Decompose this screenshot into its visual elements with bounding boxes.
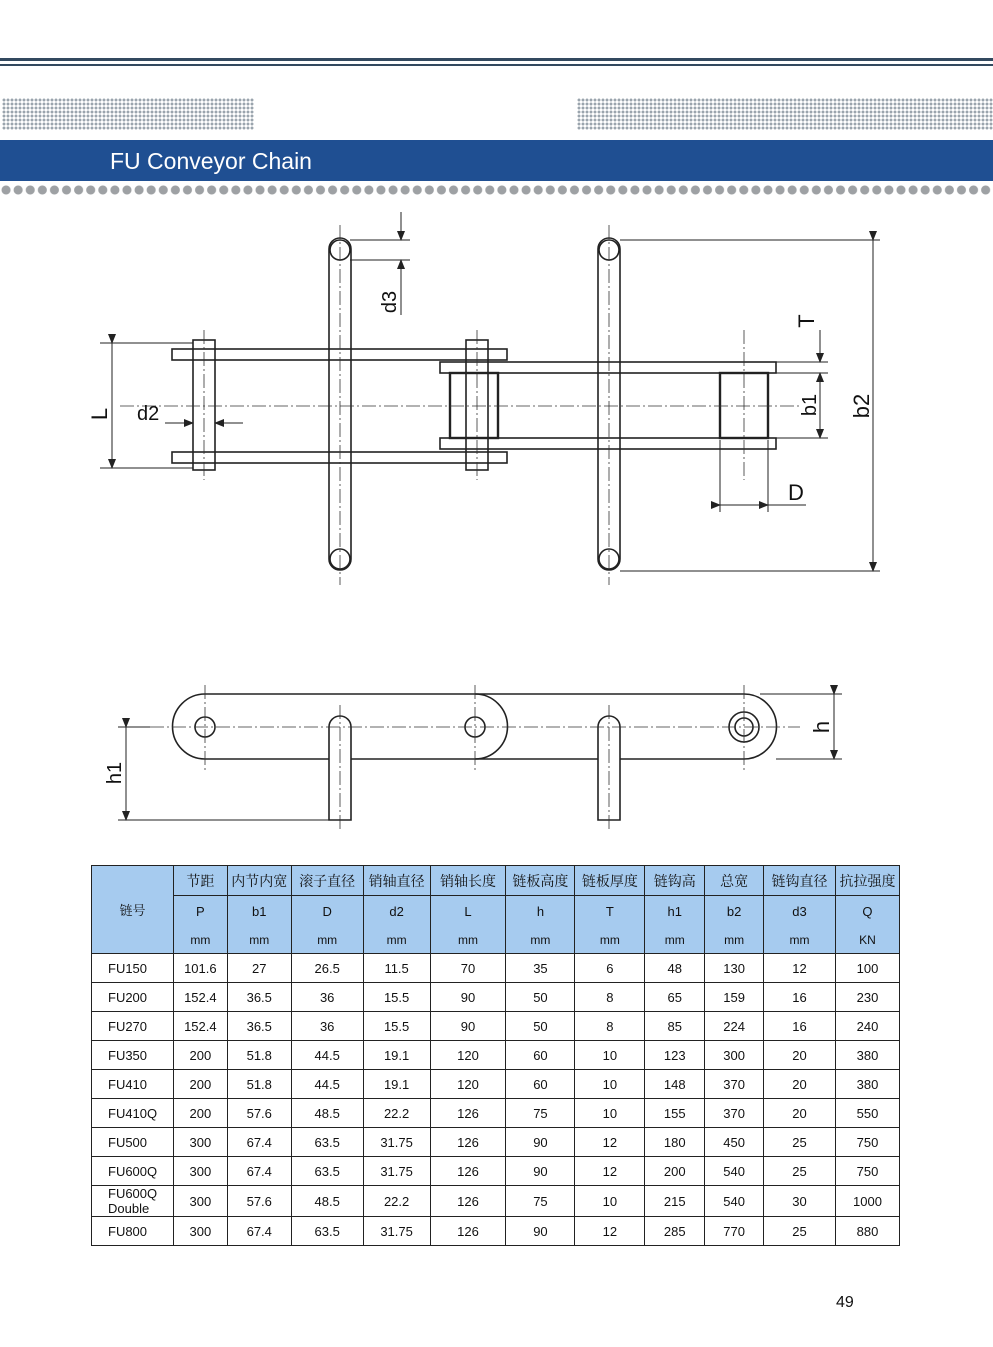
cell-value: 200: [645, 1157, 705, 1186]
label-T: T: [794, 314, 819, 328]
cell-value: 51.8: [227, 1070, 291, 1099]
cell-value: 30: [764, 1186, 836, 1217]
cell-model: FU200: [92, 983, 174, 1012]
cell-value: 36.5: [227, 1012, 291, 1041]
cell-value: 300: [173, 1186, 227, 1217]
header-symbol: T: [575, 896, 645, 927]
cell-value: 57.6: [227, 1186, 291, 1217]
label-b2: b2: [849, 393, 874, 419]
dot-pattern-right: [577, 98, 993, 130]
table-row: [92, 983, 900, 1012]
cell-value: 19.1: [363, 1041, 430, 1070]
cell-value: 12: [575, 1217, 645, 1246]
cell-value: 540: [705, 1186, 764, 1217]
label-d2: d2: [137, 403, 160, 425]
header-model: 链号: [92, 866, 174, 954]
cell-value: 51.8: [227, 1041, 291, 1070]
cell-value: 200: [173, 1041, 227, 1070]
cell-value: 26.5: [291, 954, 363, 983]
cell-value: 70: [430, 954, 506, 983]
cell-value: 63.5: [291, 1128, 363, 1157]
cell-value: 240: [835, 1012, 899, 1041]
cell-value: 90: [430, 1012, 506, 1041]
cell-value: 75: [506, 1186, 575, 1217]
header-cn: 总宽: [705, 866, 764, 896]
cell-value: 67.4: [227, 1157, 291, 1186]
cell-value: 20: [764, 1070, 836, 1099]
cell-value: 25: [764, 1128, 836, 1157]
table-row: [92, 1041, 900, 1070]
header-cn: 链板厚度: [575, 866, 645, 896]
cell-value: 36: [291, 1012, 363, 1041]
cell-value: 1000: [835, 1186, 899, 1217]
header-unit: mm: [645, 926, 705, 954]
cell-value: 300: [173, 1217, 227, 1246]
cell-value: 370: [705, 1099, 764, 1128]
spec-table: [91, 865, 900, 1246]
cell-value: 120: [430, 1070, 506, 1099]
cell-value: 36.5: [227, 983, 291, 1012]
cell-value: 48: [645, 954, 705, 983]
header-unit: mm: [764, 926, 836, 954]
header-cn: 链钩高: [645, 866, 705, 896]
label-b1: b1: [799, 393, 821, 417]
cell-model: FU600Q Double: [92, 1186, 174, 1217]
cell-value: 15.5: [363, 983, 430, 1012]
cell-model: FU150: [92, 954, 174, 983]
header-cn: 链钩直径: [764, 866, 836, 896]
cell-model: FU410Q: [92, 1099, 174, 1128]
header-unit: mm: [363, 926, 430, 954]
label-L: L: [87, 407, 112, 421]
cell-value: 380: [835, 1041, 899, 1070]
cell-value: 200: [173, 1099, 227, 1128]
cell-value: 126: [430, 1217, 506, 1246]
cell-value: 8: [575, 983, 645, 1012]
cell-value: 8: [575, 1012, 645, 1041]
cell-value: 770: [705, 1217, 764, 1246]
cell-value: 19.1: [363, 1070, 430, 1099]
table-row: [92, 1012, 900, 1041]
header-symbol: h: [506, 896, 575, 927]
cell-value: 10: [575, 1186, 645, 1217]
header-symbol: L: [430, 896, 506, 927]
dot-pattern-left: [2, 98, 254, 130]
cell-value: 16: [764, 1012, 836, 1041]
chain-side-view-diagram: [0, 680, 993, 840]
chain-top-view-diagram: [0, 200, 993, 600]
page-title: FU Conveyor Chain: [110, 148, 312, 174]
cell-value: 159: [705, 983, 764, 1012]
cell-value: 230: [835, 983, 899, 1012]
cell-value: 126: [430, 1186, 506, 1217]
header-symbol: b2: [705, 896, 764, 927]
header-unit: mm: [575, 926, 645, 954]
cell-value: 123: [645, 1041, 705, 1070]
cell-model: FU500: [92, 1128, 174, 1157]
cell-value: 215: [645, 1186, 705, 1217]
cell-value: 126: [430, 1128, 506, 1157]
cell-value: 20: [764, 1041, 836, 1070]
cell-value: 285: [645, 1217, 705, 1246]
cell-value: 65: [645, 983, 705, 1012]
header-unit: mm: [430, 926, 506, 954]
cell-value: 152.4: [173, 1012, 227, 1041]
header-symbol: D: [291, 896, 363, 927]
header-cn: 滚子直径: [291, 866, 363, 896]
cell-value: 120: [430, 1041, 506, 1070]
table-row: [92, 1070, 900, 1099]
cell-value: 200: [173, 1070, 227, 1099]
cell-value: 67.4: [227, 1217, 291, 1246]
cell-value: 126: [430, 1099, 506, 1128]
cell-value: 31.75: [363, 1217, 430, 1246]
cell-value: 12: [575, 1157, 645, 1186]
cell-value: 22.2: [363, 1099, 430, 1128]
cell-value: 48.5: [291, 1186, 363, 1217]
header-symbol: P: [173, 896, 227, 927]
table-row: [92, 1217, 900, 1246]
cell-value: 90: [506, 1128, 575, 1157]
cell-value: 750: [835, 1128, 899, 1157]
cell-value: 90: [506, 1217, 575, 1246]
cell-value: 750: [835, 1157, 899, 1186]
cell-value: 50: [506, 1012, 575, 1041]
cell-value: 63.5: [291, 1217, 363, 1246]
cell-value: 155: [645, 1099, 705, 1128]
cell-value: 57.6: [227, 1099, 291, 1128]
cell-value: 550: [835, 1099, 899, 1128]
cell-value: 22.2: [363, 1186, 430, 1217]
header-cn: 抗拉强度: [835, 866, 899, 896]
cell-value: 50: [506, 983, 575, 1012]
cell-value: 35: [506, 954, 575, 983]
header-cn: 内节内宽: [227, 866, 291, 896]
cell-model: FU800: [92, 1217, 174, 1246]
label-h: h: [809, 720, 834, 734]
cell-value: 60: [506, 1070, 575, 1099]
cell-value: 540: [705, 1157, 764, 1186]
cell-value: 12: [575, 1128, 645, 1157]
cell-value: 36: [291, 983, 363, 1012]
cell-value: 180: [645, 1128, 705, 1157]
cell-value: 90: [506, 1157, 575, 1186]
cell-value: 6: [575, 954, 645, 983]
label-D: D: [788, 480, 804, 505]
cell-value: 10: [575, 1099, 645, 1128]
label-h1: h1: [104, 761, 126, 785]
cell-value: 11.5: [363, 954, 430, 983]
cell-value: 90: [430, 983, 506, 1012]
header-unit: mm: [705, 926, 764, 954]
cell-value: 148: [645, 1070, 705, 1099]
header-cn: 节距: [173, 866, 227, 896]
cell-value: 44.5: [291, 1041, 363, 1070]
cell-value: 16: [764, 983, 836, 1012]
cell-value: 63.5: [291, 1157, 363, 1186]
cell-value: 20: [764, 1099, 836, 1128]
cell-value: 10: [575, 1070, 645, 1099]
header-unit: mm: [506, 926, 575, 954]
cell-value: 450: [705, 1128, 764, 1157]
header-symbol: Q: [835, 896, 899, 927]
cell-value: 10: [575, 1041, 645, 1070]
cell-value: 25: [764, 1217, 836, 1246]
cell-value: 12: [764, 954, 836, 983]
table-row: [92, 954, 900, 983]
header-unit: mm: [173, 926, 227, 954]
header-symbol: h1: [645, 896, 705, 927]
cell-value: 85: [645, 1012, 705, 1041]
dot-row-divider: [0, 184, 993, 196]
header-rule-top: [0, 58, 993, 61]
label-d3: d3: [379, 290, 401, 314]
cell-value: 152.4: [173, 983, 227, 1012]
header-symbol: b1: [227, 896, 291, 927]
title-banner: [0, 140, 993, 181]
cell-model: FU350: [92, 1041, 174, 1070]
header-symbol: d2: [363, 896, 430, 927]
spec-table-body: [92, 954, 900, 1246]
cell-value: 101.6: [173, 954, 227, 983]
cell-value: 27: [227, 954, 291, 983]
cell-value: 75: [506, 1099, 575, 1128]
cell-value: 15.5: [363, 1012, 430, 1041]
table-row: [92, 1099, 900, 1128]
cell-value: 60: [506, 1041, 575, 1070]
cell-value: 300: [173, 1128, 227, 1157]
cell-model: FU270: [92, 1012, 174, 1041]
header-symbol: d3: [764, 896, 836, 927]
cell-value: 130: [705, 954, 764, 983]
header-cn: 销轴长度: [430, 866, 506, 896]
table-row: [92, 1157, 900, 1186]
cell-value: 880: [835, 1217, 899, 1246]
header-unit: mm: [291, 926, 363, 954]
cell-model: FU410: [92, 1070, 174, 1099]
cell-value: 48.5: [291, 1099, 363, 1128]
header-rule-bottom: [0, 64, 993, 66]
table-row: [92, 1186, 900, 1217]
header-cn: 销轴直径: [363, 866, 430, 896]
cell-value: 67.4: [227, 1128, 291, 1157]
cell-value: 100: [835, 954, 899, 983]
cell-value: 370: [705, 1070, 764, 1099]
cell-value: 300: [173, 1157, 227, 1186]
cell-value: 44.5: [291, 1070, 363, 1099]
cell-model: FU600Q: [92, 1157, 174, 1186]
table-row: [92, 1128, 900, 1157]
cell-value: 31.75: [363, 1128, 430, 1157]
cell-value: 25: [764, 1157, 836, 1186]
cell-value: 31.75: [363, 1157, 430, 1186]
header-unit: KN: [835, 926, 899, 954]
page-number: 49: [836, 1294, 854, 1311]
cell-value: 380: [835, 1070, 899, 1099]
cell-value: 126: [430, 1157, 506, 1186]
cell-value: 300: [705, 1041, 764, 1070]
header-unit: mm: [227, 926, 291, 954]
cell-value: 224: [705, 1012, 764, 1041]
header-cn: 链板高度: [506, 866, 575, 896]
